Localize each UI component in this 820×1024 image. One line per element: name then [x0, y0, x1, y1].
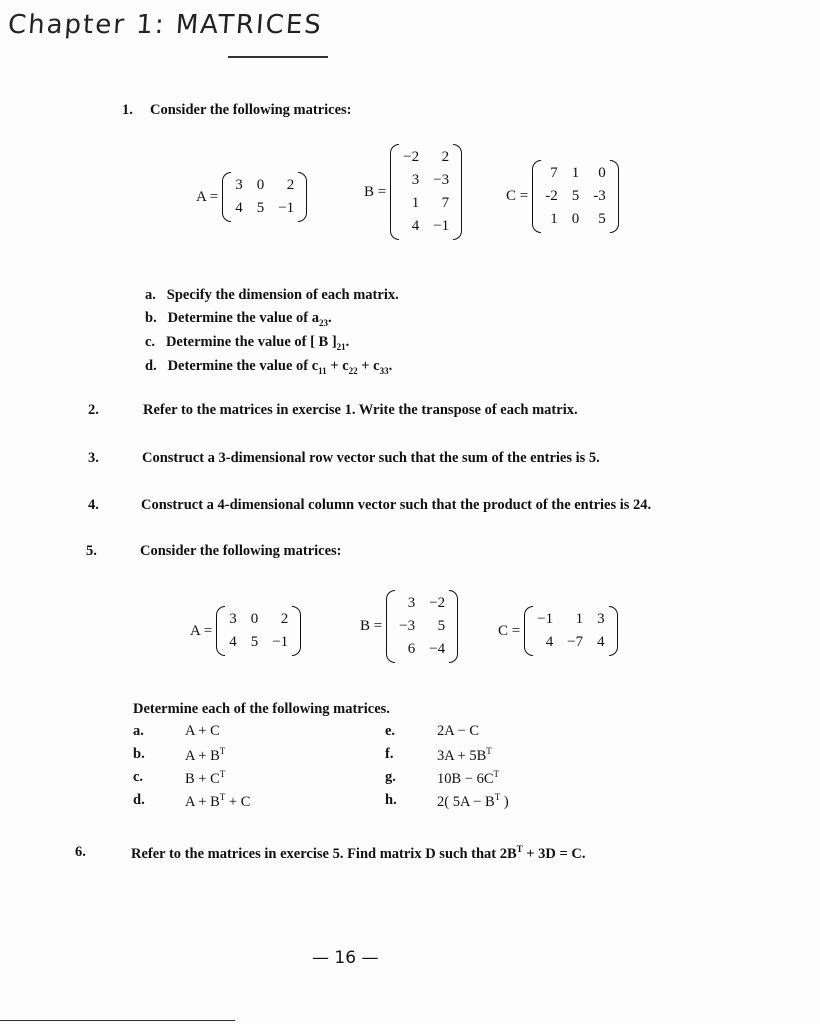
- ex1-text: Consider the following matrices:: [150, 102, 352, 118]
- matrix-brackets: [216, 606, 301, 656]
- matrix-entry: 5: [571, 188, 580, 204]
- matrix-row: [228, 197, 301, 220]
- ex1-part-b: [145, 310, 332, 328]
- matrix-row: [392, 592, 452, 615]
- part-text: Determine the value of [ B ]: [165, 334, 337, 350]
- ex1-number: 1.: [122, 102, 133, 118]
- ex5-part-label: g.: [385, 769, 396, 785]
- matrix-c: [498, 606, 618, 656]
- part-label: d.: [145, 358, 157, 374]
- matrix-entry: −1: [278, 200, 295, 216]
- matrix-brackets: [390, 144, 462, 240]
- matrix-label: B =: [360, 618, 383, 634]
- subscript: 33: [379, 365, 389, 376]
- part-text: Determine the value of a: [167, 310, 319, 326]
- ex5-part-expression: $B + C^T$: [185, 769, 226, 787]
- matrix-row: [396, 146, 456, 169]
- matrix-entry: 1: [411, 195, 420, 211]
- matrix-entry: −3: [399, 618, 416, 634]
- part-text: + c: [326, 358, 349, 374]
- matrix-row: [392, 638, 452, 661]
- matrix-entry: −4: [429, 641, 446, 657]
- part-label: b.: [145, 310, 157, 326]
- ex1-part-d: [145, 358, 392, 376]
- matrix-row: [530, 608, 611, 631]
- matrix-entry: 0: [598, 165, 606, 181]
- ex5-part-expression: $A + B^T$: [185, 746, 226, 764]
- ex5-part-label: h.: [385, 792, 397, 808]
- matrix-label: C =: [506, 188, 529, 204]
- subscript: 21: [336, 341, 346, 352]
- ex5-part-label: e.: [385, 723, 396, 739]
- ex5-instruction: Determine each of the following matrices.: [133, 701, 390, 717]
- chapter-title: Chapter 1: MATRICES: [6, 10, 324, 40]
- matrix-row: [538, 162, 613, 185]
- matrix-entry: 3: [411, 172, 420, 188]
- bottom-rule: [0, 1020, 235, 1021]
- superscript: T: [494, 792, 501, 802]
- superscript: T: [486, 746, 492, 756]
- matrix-entry: 3: [407, 595, 416, 611]
- matrix-row: [396, 192, 456, 215]
- matrix-entry: 4: [229, 634, 237, 650]
- matrix-row: [228, 174, 301, 197]
- title-underline: [228, 56, 328, 58]
- matrix-entry: 5: [437, 618, 446, 634]
- ex5-part-expression: $10B - 6C^T$: [437, 769, 500, 787]
- matrix-entry: −7: [567, 634, 584, 650]
- matrix-entry: 7: [550, 165, 558, 181]
- ex5-part-label: c.: [133, 769, 144, 785]
- ex5-part-label: b.: [133, 746, 145, 762]
- matrix-row: [530, 631, 611, 654]
- matrix-entry: 7: [441, 195, 450, 211]
- ex4-text: Construct a 4-dimensional column vector such that the product of the entries is 24.: [141, 497, 652, 513]
- part-text: Specify the dimension of each matrix.: [166, 287, 399, 303]
- matrix-a: [190, 606, 301, 656]
- matrix-a: [196, 172, 307, 222]
- ex5-part-expression: 2A − C: [437, 723, 480, 739]
- subscript: 22: [348, 365, 358, 376]
- matrix-row: [396, 169, 456, 192]
- superscript: T: [493, 769, 500, 779]
- matrix-row: [222, 608, 295, 631]
- matrix-brackets: [524, 606, 617, 656]
- subscript: 23: [318, 317, 328, 328]
- matrix-entry: −3: [433, 172, 450, 188]
- page-number: — 16 —: [312, 948, 379, 968]
- matrix-brackets: [386, 590, 458, 663]
- ex5-part-label: d.: [133, 792, 145, 808]
- matrix-label: B =: [364, 183, 387, 200]
- matrix-entry: 2: [286, 177, 295, 193]
- matrix-entry: -3: [593, 188, 606, 204]
- matrix-brackets: [222, 172, 307, 222]
- ex2-text: Refer to the matrices in exercise 1. Write the transpose of each matrix.: [143, 402, 578, 418]
- matrix-entry: −2: [403, 149, 420, 165]
- matrix-row: [396, 215, 456, 238]
- ex6-text: [131, 844, 586, 863]
- ex5-part-label: a.: [133, 723, 144, 739]
- matrix-entry: 4: [545, 634, 554, 650]
- matrix-brackets: [532, 160, 619, 233]
- ex5-text: Consider the following matrices:: [140, 543, 342, 559]
- matrix-row: [538, 185, 613, 208]
- matrix-row: [538, 208, 613, 231]
- matrix-entry: 2: [280, 611, 289, 627]
- matrix-entry: 3: [229, 611, 237, 627]
- matrix-entry: 5: [256, 200, 265, 216]
- superscript: T: [219, 792, 226, 802]
- ex6-number: 6.: [75, 844, 86, 860]
- ex5-part-expression: $3A + 5B^T$: [437, 746, 492, 764]
- ex5-number: 5.: [86, 543, 97, 559]
- ex5-part-label: f.: [385, 746, 394, 762]
- part-label: a.: [145, 287, 156, 303]
- ex4-number: 4.: [88, 497, 99, 513]
- matrix-entry: 0: [250, 611, 259, 627]
- ex6-text-post: + 3D = C.: [522, 845, 586, 862]
- matrix-b: [364, 144, 462, 240]
- part-tail: .: [327, 310, 332, 326]
- ex3-number: 3.: [88, 450, 99, 466]
- part-tail: .: [345, 334, 350, 350]
- ex5-part-expression: $A + B^T + C$: [185, 792, 251, 810]
- matrix-row: [222, 631, 295, 654]
- superscript: T: [219, 746, 226, 756]
- matrix-entry: −1: [537, 611, 554, 627]
- subscript: 11: [318, 365, 327, 376]
- matrix-entry: 4: [235, 200, 243, 216]
- ex2-number: 2.: [88, 402, 99, 418]
- matrix-entry: 1: [575, 611, 584, 627]
- matrix-label: C =: [498, 622, 521, 639]
- part-tail: .: [388, 358, 393, 374]
- ex5-part-expression: 2( $5A - B^T$ ): [437, 792, 509, 810]
- matrix-entry: 3: [235, 177, 243, 193]
- matrix-entry: 0: [571, 211, 580, 227]
- matrix-entry: 4: [597, 634, 605, 650]
- matrix-row: [392, 615, 452, 638]
- matrix-entry: 4: [411, 218, 420, 234]
- matrix-entry: -2: [545, 188, 558, 204]
- part-text: + c: [357, 358, 380, 374]
- matrix-entry: −2: [429, 595, 446, 611]
- matrix-entry: 5: [250, 634, 259, 650]
- matrix-label: A =: [190, 622, 213, 639]
- matrix-label: A =: [196, 188, 219, 205]
- ex6-text-pre: Refer to the matrices in exercise 5. Find matrix D such that 2B: [131, 845, 517, 862]
- ex1-part-a: [145, 287, 399, 304]
- matrix-entry: 1: [550, 211, 558, 227]
- matrix-entry: 0: [256, 177, 265, 193]
- part-label: c.: [145, 334, 156, 350]
- matrix-entry: 3: [597, 611, 605, 627]
- ex5-part-expression: A + C: [185, 723, 220, 739]
- matrix-c: [506, 160, 619, 233]
- matrix-b: [360, 590, 458, 663]
- matrix-entry: 5: [598, 211, 606, 227]
- superscript: T: [219, 769, 226, 779]
- matrix-entry: −1: [272, 634, 289, 650]
- superscript: T: [516, 844, 523, 854]
- part-text: Determine the value of c: [167, 358, 319, 374]
- ex3-text: Construct a 3-dimensional row vector such that the sum of the entries is 5.: [142, 450, 600, 466]
- matrix-entry: 6: [407, 641, 416, 657]
- matrix-entry: 1: [571, 165, 580, 181]
- matrix-entry: 2: [441, 149, 450, 165]
- matrix-entry: −1: [433, 218, 450, 234]
- ex1-part-c: [145, 334, 349, 352]
